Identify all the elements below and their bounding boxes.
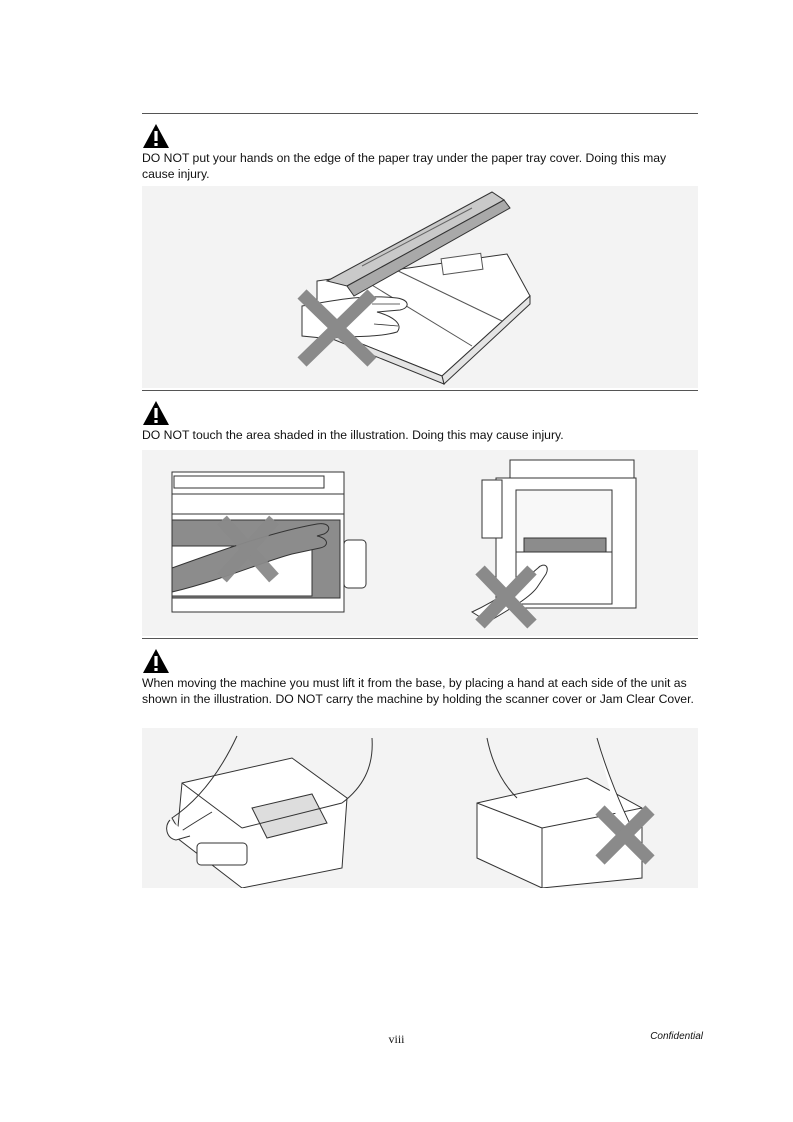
warning-text: When moving the machine you must lift it from the base, by placing a hand at each side of the unit as shown in the illustration. DO NOT carry the machine by holding the scanner cover or Jam Clear Cover. [142, 676, 694, 706]
warning-text: DO NOT touch the area shaded in the illustration. Doing this may cause injury. [142, 428, 564, 442]
page-number: viii [388, 1032, 405, 1046]
section-divider [142, 638, 698, 639]
shaded-area-illustrations [142, 450, 698, 636]
section-divider [142, 390, 698, 391]
section-divider [142, 113, 698, 114]
warning-triangle-icon [142, 648, 170, 674]
confidential-label: Confidential [650, 1031, 703, 1042]
warning-triangle-icon [142, 123, 170, 149]
paper-tray-illustration [142, 186, 698, 388]
warning-text: DO NOT put your hands on the edge of the paper tray under the paper tray cover. Doing this may cause injury. [142, 151, 667, 181]
lifting-machine-illustrations [142, 728, 698, 888]
warning-triangle-icon [142, 400, 170, 426]
